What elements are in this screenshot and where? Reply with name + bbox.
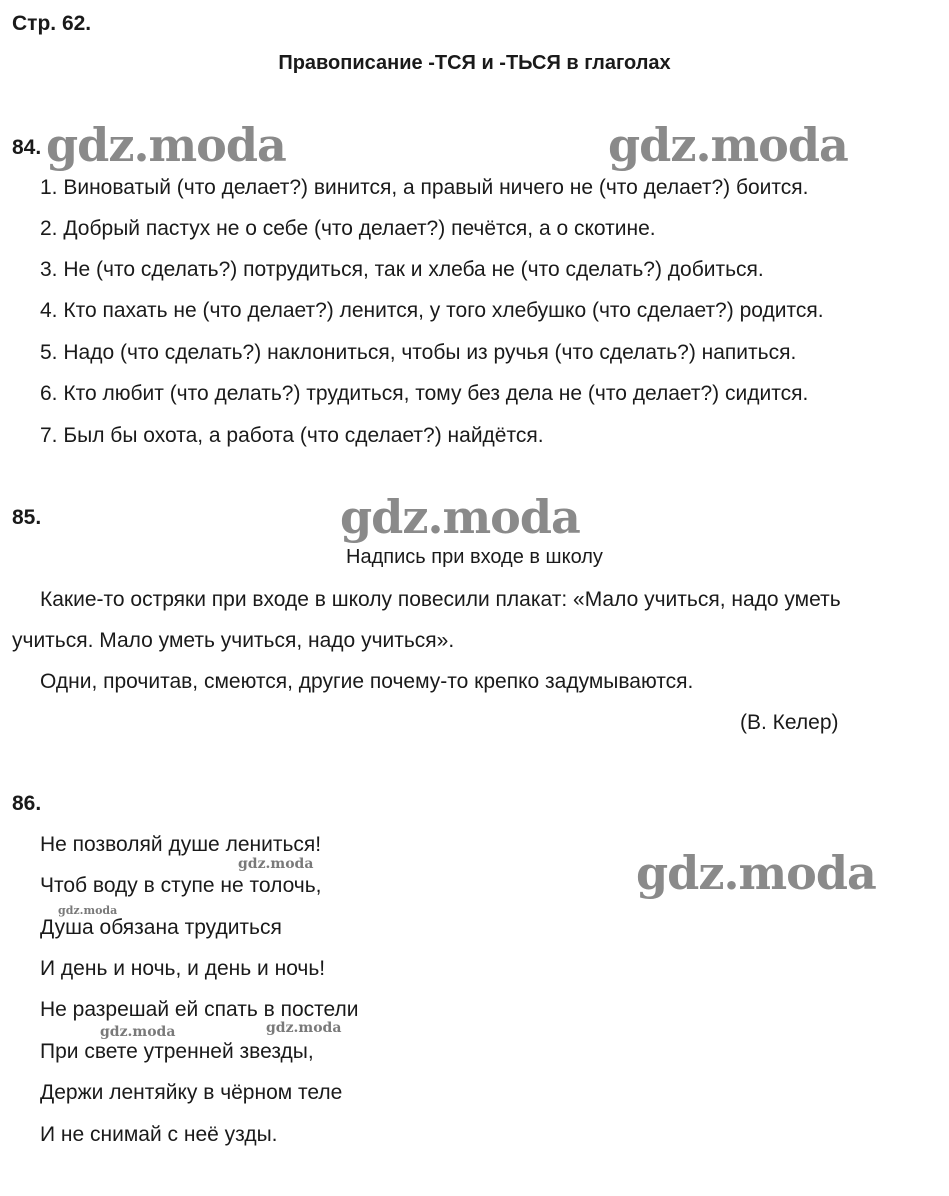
poem-line: И не снимай с неё узды. — [40, 1123, 278, 1146]
exercise-84-line: 3. Не (что сделать?) потрудиться, так и хлеба не (что сделать?) добиться. — [40, 258, 764, 281]
exercise-84-line: 5. Надо (что сделать?) наклониться, чтобы из ручья (что сделать?) напиться. — [40, 341, 797, 364]
watermark: gdz.moda — [266, 1020, 342, 1036]
exercise-85-title: Надпись при входе в школу — [346, 546, 603, 568]
watermark: gdz.moda — [608, 118, 848, 172]
watermark: gdz.moda — [46, 118, 286, 172]
exercise-86-number: 86. — [12, 792, 42, 815]
watermark: gdz.moda — [58, 904, 118, 917]
exercise-85-number: 85. — [12, 506, 42, 529]
poem-line: Не позволяй душе лениться! — [40, 833, 322, 856]
poem-line: Чтоб воду в ступе не толочь, — [40, 874, 322, 897]
exercise-84-line: 7. Был бы охота, а работа (что сделает?) найдётся. — [40, 424, 544, 447]
exercise-84-line: 2. Добрый пастух не о себе (что делает?) печётся, а о скотине. — [40, 217, 656, 240]
watermark: gdz.moda — [340, 490, 580, 544]
exercise-85-author: (В. Келер) — [740, 711, 839, 734]
watermark: gdz.moda — [100, 1024, 176, 1040]
exercise-84-line: 4. Кто пахать не (что делает?) ленится, у того хлебушко (что сделает?) родится. — [40, 299, 824, 322]
exercise-84-line: 1. Виноватый (что делает?) винится, а правый ничего не (что делает?) боится. — [40, 176, 809, 199]
exercise-84-number: 84. — [12, 136, 42, 159]
poem-line: И день и ночь, и день и ночь! — [40, 957, 326, 980]
watermark: gdz.moda — [238, 856, 314, 872]
exercise-85-text-line: Какие-то остряки при входе в школу повесили плакат: «Мало учиться, надо уметь — [40, 588, 841, 611]
poem-line: При свете утренней звезды, — [40, 1040, 314, 1063]
exercise-84-line: 6. Кто любит (что делать?) трудиться, тому без дела не (что делает?) сидится. — [40, 382, 809, 405]
exercise-85-text-line: учиться. Мало уметь учиться, надо учиться». — [12, 629, 455, 652]
exercise-85-text-line: Одни, прочитав, смеются, другие почему-то крепко задумываются. — [40, 670, 694, 693]
watermark: gdz.moda — [636, 846, 876, 900]
page-title: Правописание -ТСЯ и -ТЬСЯ в глаголах — [278, 52, 671, 74]
poem-line: Держи лентяйку в чёрном теле — [40, 1081, 343, 1104]
poem-line: Не разрешай ей спать в постели — [40, 998, 359, 1021]
poem-line: Душа обязана трудиться — [40, 916, 282, 939]
page-reference: Стр. 62. — [12, 12, 92, 35]
